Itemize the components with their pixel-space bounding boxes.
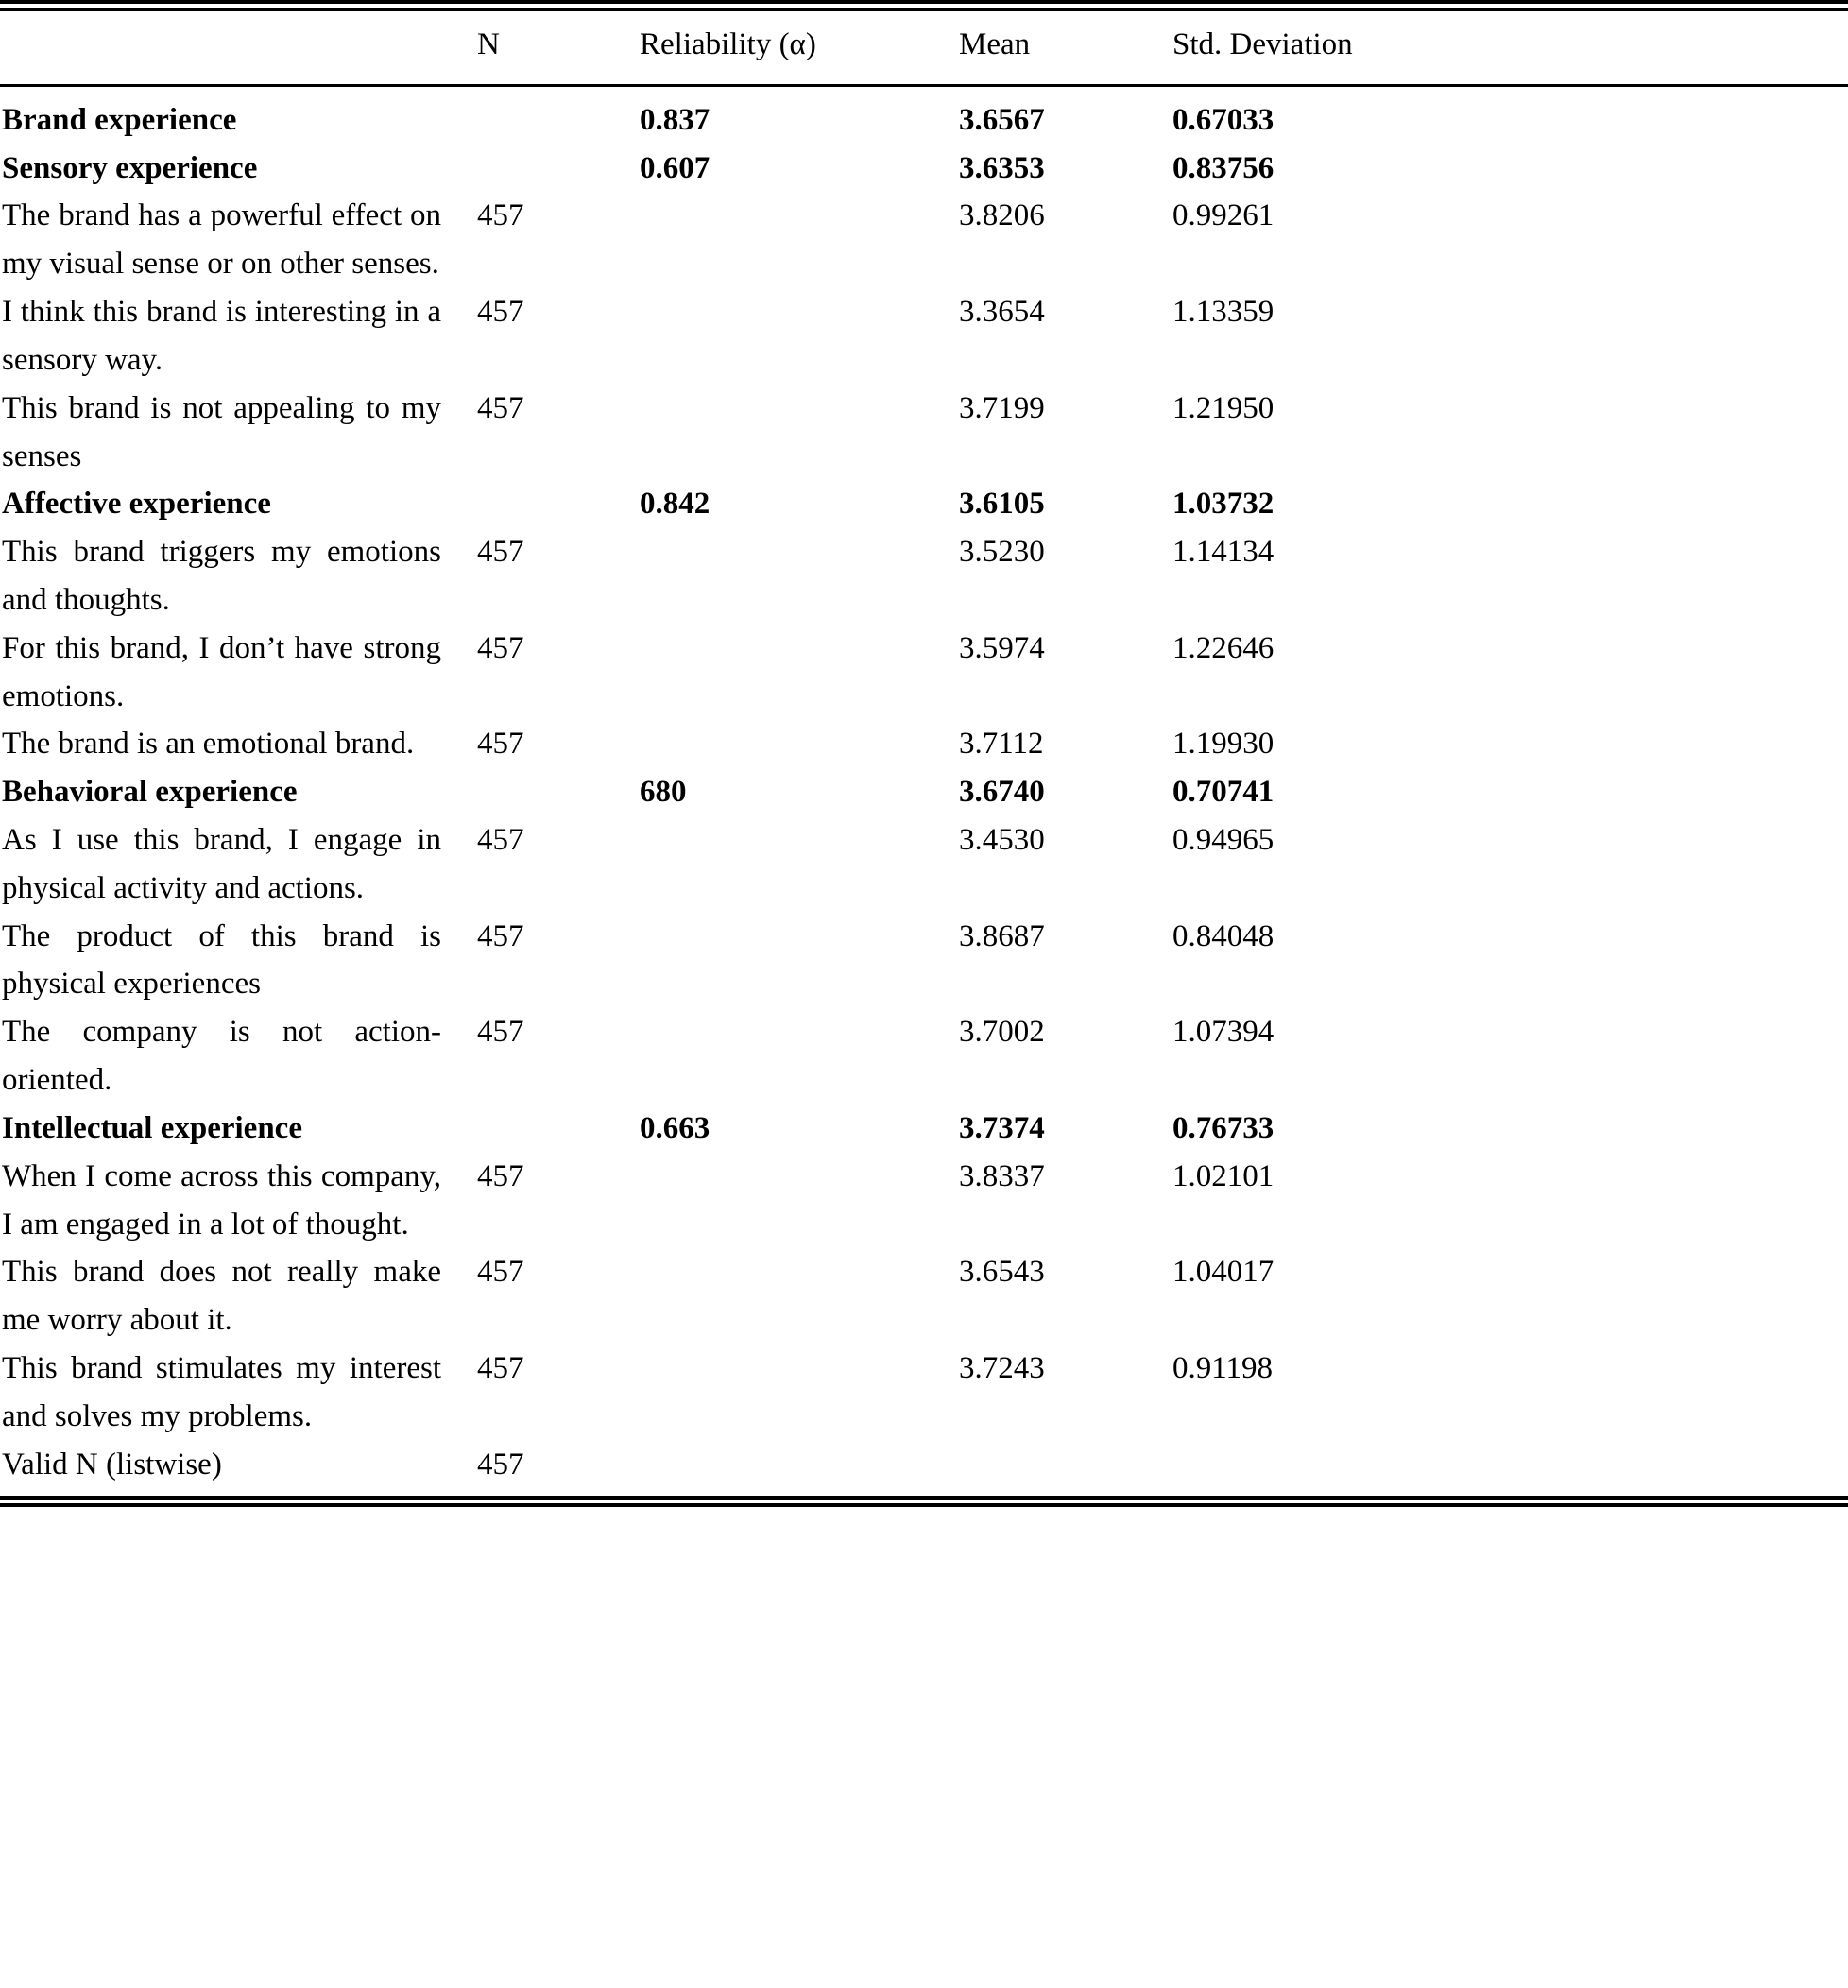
mean-cell: 3.8687 [959, 918, 1045, 953]
n-cell: 457 [477, 727, 524, 762]
reliability-cell [640, 913, 959, 1009]
n-cell: 457 [477, 295, 524, 330]
table-row [0, 85, 1848, 144]
n-cell: 457 [477, 630, 524, 665]
mean-cell: 3.6353 [959, 150, 1045, 185]
table-body [0, 85, 1848, 1501]
n-cell: 457 [477, 390, 524, 425]
table-row [0, 1345, 1848, 1441]
item-label-cell: When I come across this company, I am engaged in a lot of thought. [2, 1158, 441, 1242]
std-deviation-cell: 0.70741 [1172, 775, 1275, 810]
item-label-cell: Valid N (listwise) [2, 1447, 222, 1482]
mean-cell: 3.7199 [959, 390, 1045, 425]
item-label-cell: As I use this brand, I engage in physical activity and actions. [2, 823, 441, 905]
item-label-cell: For this brand, I don’t have strong emotions. [2, 630, 441, 713]
std-deviation-cell: 0.76733 [1172, 1110, 1275, 1145]
mean-cell: 3.7112 [959, 727, 1044, 762]
std-deviation-cell: 0.83756 [1172, 150, 1275, 185]
mean-cell: 3.7243 [959, 1350, 1045, 1385]
mean-cell: 3.6105 [959, 487, 1045, 522]
table-row [0, 528, 1848, 625]
table-row [0, 1008, 1848, 1105]
reliability-cell [640, 528, 959, 625]
n-cell [477, 480, 640, 528]
std-deviation-cell: 0.67033 [1172, 102, 1275, 137]
table-row [0, 1153, 1848, 1249]
mean-cell: 3.6740 [959, 775, 1045, 810]
table-row [0, 145, 1848, 193]
mean-cell [959, 1441, 1172, 1502]
n-cell: 457 [477, 535, 524, 570]
n-cell: 457 [477, 1158, 524, 1193]
header-reliability: Reliability (α) [640, 6, 959, 85]
table-row [0, 1441, 1848, 1502]
table-row [0, 1105, 1848, 1153]
item-label-cell: Brand experience [2, 102, 237, 137]
mean-cell: 3.7002 [959, 1015, 1045, 1050]
header-std-deviation: Std. Deviation [1172, 6, 1848, 85]
mean-cell: 3.5230 [959, 535, 1045, 570]
reliability-cell [640, 288, 959, 385]
mean-cell: 3.8337 [959, 1158, 1045, 1193]
reliability-cell: 0.842 [640, 487, 710, 522]
header-n: N [477, 6, 640, 85]
mean-cell: 3.7374 [959, 1110, 1045, 1145]
reliability-cell [640, 1441, 959, 1502]
n-cell: 457 [477, 1447, 524, 1482]
table-row [0, 288, 1848, 385]
table-row [0, 625, 1848, 721]
table-row [0, 720, 1848, 768]
table-row [0, 192, 1848, 288]
item-label-cell: I think this brand is interesting in a sensory way. [2, 295, 441, 377]
reliability-cell: 0.663 [640, 1110, 710, 1145]
reliability-cell [640, 1345, 959, 1441]
table-row [0, 1248, 1848, 1345]
table-row [0, 768, 1848, 816]
item-label-cell: Intellectual experience [2, 1110, 302, 1145]
n-cell: 457 [477, 823, 524, 857]
std-deviation-cell: 1.22646 [1172, 630, 1275, 665]
table-header [0, 6, 1848, 85]
mean-cell: 3.3654 [959, 295, 1045, 330]
std-deviation-cell: 1.03732 [1172, 487, 1275, 522]
reliability-cell [640, 1248, 959, 1345]
item-label-cell: This brand stimulates my interest and solves my problems. [2, 1350, 441, 1433]
n-cell: 457 [477, 1350, 524, 1385]
n-cell: 457 [477, 1255, 524, 1290]
reliability-cell [640, 625, 959, 721]
table-row [0, 816, 1848, 913]
item-label-cell: This brand is not appealing to my senses [2, 390, 441, 473]
std-deviation-cell: 1.19930 [1172, 727, 1275, 762]
table-row [0, 913, 1848, 1009]
item-label-cell: This brand does not really make me worry about it. [2, 1255, 441, 1338]
reliability-cell [640, 1008, 959, 1105]
mean-cell: 3.4530 [959, 823, 1045, 857]
mean-cell: 3.5974 [959, 630, 1045, 665]
reliability-cell: 0.837 [640, 102, 710, 137]
item-label-cell: Behavioral experience [2, 775, 298, 810]
mean-cell: 3.6543 [959, 1255, 1045, 1290]
std-deviation-cell: 1.07394 [1172, 1015, 1275, 1050]
table-row [0, 385, 1848, 481]
std-deviation-cell: 1.04017 [1172, 1255, 1275, 1290]
item-label-cell: The brand has a powerful effect on my visual sense or on other senses. [2, 198, 441, 282]
std-deviation-cell: 0.84048 [1172, 918, 1275, 953]
reliability-cell [640, 385, 959, 481]
header-item-label [0, 6, 477, 85]
table-row [0, 480, 1848, 528]
reliability-cell: 680 [640, 775, 687, 810]
n-cell: 457 [477, 198, 524, 233]
std-deviation-cell: 0.94965 [1172, 823, 1275, 857]
std-deviation-cell: 1.13359 [1172, 295, 1275, 330]
n-cell [477, 145, 640, 193]
item-label-cell: Sensory experience [2, 150, 258, 185]
item-label-cell: This brand triggers my emotions and thoughts. [2, 535, 441, 617]
header-row [0, 6, 1848, 85]
item-label-cell: The product of this brand is physical experiences [2, 918, 441, 1002]
std-deviation-cell: 1.02101 [1172, 1158, 1275, 1193]
header-mean: Mean [959, 6, 1172, 85]
mean-cell: 3.8206 [959, 198, 1045, 233]
reliability-cell [640, 720, 959, 768]
item-label-cell: Affective experience [2, 487, 271, 522]
n-cell [477, 85, 640, 144]
std-deviation-cell: 0.99261 [1172, 198, 1275, 233]
reliability-cell [640, 816, 959, 913]
reliability-cell [640, 192, 959, 288]
reliability-cell [640, 1153, 959, 1249]
n-cell [477, 1105, 640, 1153]
reliability-cell: 0.607 [640, 150, 710, 185]
std-deviation-cell [1172, 1441, 1848, 1502]
n-cell [477, 768, 640, 816]
mean-cell: 3.6567 [959, 102, 1045, 137]
n-cell: 457 [477, 918, 524, 953]
std-deviation-cell: 1.21950 [1172, 390, 1275, 425]
std-deviation-cell: 1.14134 [1172, 535, 1275, 570]
item-label-cell: The brand is an emotional brand. [2, 727, 415, 762]
n-cell: 457 [477, 1015, 524, 1050]
item-label-cell: The company is not action-oriented. [2, 1015, 441, 1098]
std-deviation-cell: 0.91198 [1172, 1350, 1274, 1385]
